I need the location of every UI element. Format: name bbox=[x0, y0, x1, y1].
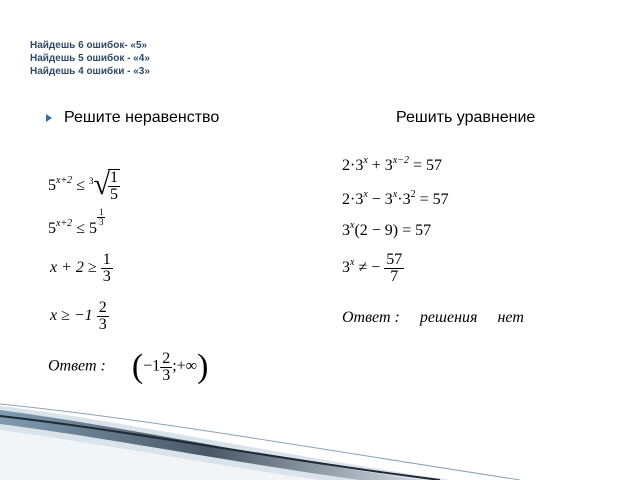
left-line-2: $5^{x+2} \le 5$ $\frac{1}{3}$ bbox=[48, 207, 104, 238]
left-line-4: x ≥ −1 $\frac{2}{3}$ bbox=[50, 299, 107, 333]
grading-line-5: Найдешь 6 ошибок- «5» bbox=[30, 40, 148, 51]
left-line-3: x + 2 ≥ $\frac{1}{3}$ bbox=[50, 251, 111, 285]
fraction: $\frac{57}{7}$ bbox=[386, 251, 403, 285]
left-line-1: $5^{x+2} \le ^3√$ $\frac{1}{5}$ bbox=[48, 168, 118, 204]
fraction: $\frac{1}{3}$ bbox=[102, 251, 111, 285]
left-answer: Ответ : (−1 $\frac{2}{3}$ ;+∞) bbox=[48, 348, 209, 385]
fraction: $\frac{2}{3}$ bbox=[98, 299, 107, 333]
grading-header bbox=[30, 39, 150, 78]
right-title: Решить уравнение bbox=[396, 109, 536, 126]
right-line-1: $2\cdot 3^x + 3^{x-2} = 57$ bbox=[342, 155, 443, 174]
right-answer: Ответ : решения нет bbox=[342, 309, 524, 326]
root-sign-icon: √ bbox=[93, 168, 110, 201]
fraction: $\frac{2}{3}$ bbox=[162, 349, 171, 384]
right-line-4: 3$^x$ ≠ − $\frac{57}{7}$ bbox=[342, 251, 403, 285]
left-title: Решите неравенство bbox=[64, 109, 220, 126]
exp-fraction: $\frac{1}{3}$ bbox=[98, 207, 104, 227]
grading-line-3: Найдешь 4 ошибки - «3» bbox=[30, 66, 150, 77]
right-line-3: $3^x(2 - 9) = 57$ bbox=[342, 220, 432, 239]
bullet-icon bbox=[46, 114, 52, 122]
root-fraction: $\frac{1}{5}$ bbox=[109, 169, 118, 204]
grading-line-4: Найдешь 5 ошибок - «4» bbox=[30, 53, 150, 64]
right-line-2: $2\cdot 3^x - 3^x\cdot 3^2 = 57$ bbox=[342, 189, 449, 208]
decorative-swoosh bbox=[0, 400, 640, 480]
